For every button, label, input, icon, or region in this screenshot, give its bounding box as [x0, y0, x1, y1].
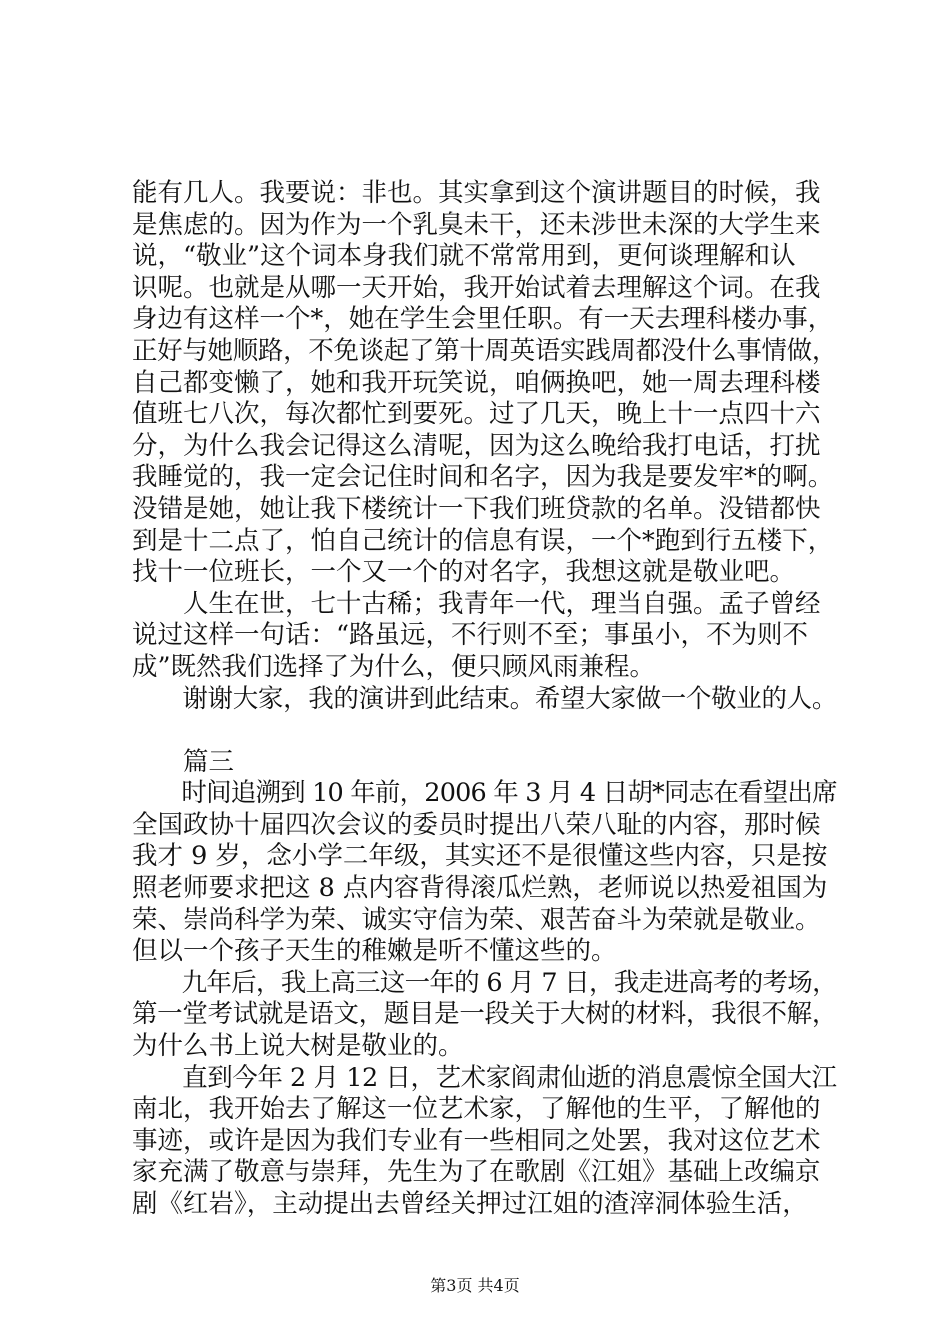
text-line: 我才 9 岁，念小学二年级，其实还不是很懂这些内容，只是按: [132, 841, 828, 872]
text-line: 身边有这样一个*，她在学生会里任职。有一天去理科楼办事，: [132, 304, 834, 335]
text-line: 南北，我开始去了解这一位艺术家，了解他的生平，了解他的: [132, 1094, 821, 1125]
text-line: 第一堂考试就是语文，题目是一段关于大树的材料，我很不解，: [132, 999, 838, 1030]
text-line: 正好与她顺路，不免谈起了第十周英语实践周都没什么事情做，: [132, 335, 838, 366]
text-line: 是焦虑的。因为作为一个乳臭未干，还未涉世未深的大学生来: [132, 209, 821, 240]
text-line: 直到今年 2 月 12 日，艺术家阎肃仙逝的消息震惊全国大江: [132, 1062, 837, 1093]
text-line: 篇三: [132, 746, 235, 777]
text-line: 自己都变懒了，她和我开玩笑说，咱俩换吧，她一周去理科楼: [132, 367, 821, 398]
text-line: 到是十二点了，怕自己统计的信息有误，一个*跑到行五楼下，: [132, 525, 834, 556]
page-footer: 第3页 共4页: [430, 1276, 520, 1295]
text-line: 找十一位班长，一个又一个的对名字，我想这就是敬业吧。: [132, 557, 796, 588]
document-body: [132, 178, 838, 1221]
text-line: 能有几人。我要说：非也。其实拿到这个演讲题目的时候，我: [132, 178, 821, 208]
text-line: 识呢。也就是从哪一天开始，我开始试着去理解这个词。在我: [132, 272, 821, 303]
text-line: 荣、崇尚科学为荣、诚实守信为荣、艰苦奋斗为荣就是敬业。: [132, 904, 821, 935]
text-line: 成”既然我们选择了为什么，便只顾风雨兼程。: [132, 651, 656, 682]
text-line: 值班七八次，每次都忙到要死。过了几天，晚上十一点四十六: [132, 399, 821, 430]
text-line: 家充满了敬意与崇拜，先生为了在歌剧《江姐》基础上改编京: [132, 1157, 821, 1188]
text-line: 分，为什么我会记得这么清呢，因为这么晚给我打电话，打扰: [132, 430, 821, 461]
text-line: 说过这样一句话：“路虽远，不行则不至；事虽小，不为则不: [132, 620, 809, 651]
text-line: 照老师要求把这 8 点内容背得滚瓜烂熟，老师说以热爱祖国为: [132, 873, 828, 904]
text-line: 人生在世，七十古稀；我青年一代，理当自强。孟子曾经: [132, 588, 821, 619]
text-line: 谢谢大家，我的演讲到此结束。希望大家做一个敬业的人。: [132, 683, 838, 714]
text-line: 说，“敬业”这个词本身我们就不常常用到，更何谈理解和认: [132, 241, 796, 272]
text-line: 全国政协十届四次会议的委员时提出八荣八耻的内容，那时候: [132, 809, 821, 840]
text-line: 为什么书上说大树是敬业的。: [132, 1031, 464, 1062]
blank-line: [132, 715, 832, 747]
text-line: 九年后，我上高三这一年的 6 月 7 日，我走进高考的考场，: [132, 967, 837, 998]
text-line: 但以一个孩子天生的稚嫩是听不懂这些的。: [132, 936, 617, 967]
text-line: 事迹，或许是因为我们专业有一些相同之处罢，我对这位艺术: [132, 1125, 821, 1156]
text-line: 剧《红岩》，主动提出去曾经关押过江姐的渣滓洞体验生活，: [132, 1189, 808, 1219]
text-line: 时间追溯到 10 年前，2006 年 3 月 4 日胡*同志在看望出席: [132, 778, 837, 809]
text-line: 我睡觉的，我一定会记住时间和名字，因为我是要发牢*的啊。: [132, 462, 834, 493]
text-line: 没错是她，她让我下楼统计一下我们班贷款的名单。没错都快: [132, 493, 821, 524]
